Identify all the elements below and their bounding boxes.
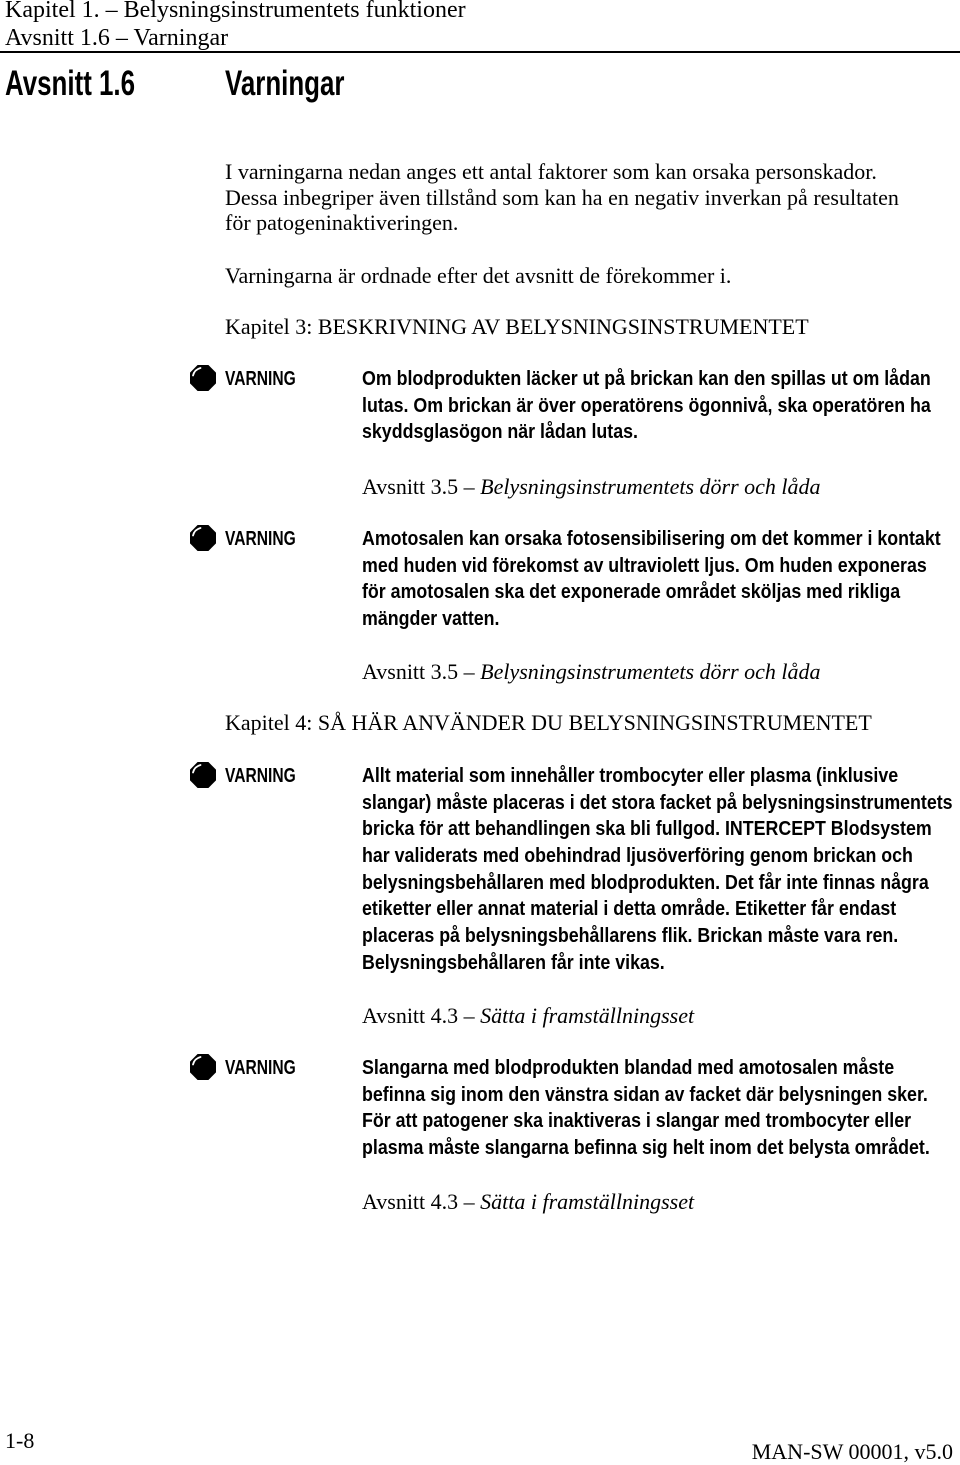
warning-text-line: befinna sig inom den vänstra sidan av facket där belysningen sker. bbox=[362, 1083, 928, 1106]
warning-text-line: belysningsbehållaren med blodprodukten. Det får inte finnas några bbox=[362, 871, 929, 894]
section-reference-number: Avsnitt 4.3 – bbox=[362, 1189, 475, 1214]
document-id: MAN-SW 00001, v5.0 bbox=[751, 1439, 953, 1464]
warning-text-line: Allt material som innehåller trombocyter eller plasma (inklusive bbox=[362, 765, 899, 787]
stop-octagon-icon bbox=[190, 525, 216, 551]
section-number bbox=[5, 66, 181, 101]
warning-text-line: mängder vatten. bbox=[362, 608, 500, 631]
running-header-section: Avsnitt 1.6 – Varningar bbox=[5, 25, 229, 51]
intro-line: för patogeninaktiveringen. bbox=[225, 210, 459, 235]
chapter-heading: Kapitel 4: SÅ HÄR ANVÄNDER DU BELYSNINGSINSTRUMENTET bbox=[225, 710, 872, 735]
warning-text-line: har validerats med obehindrad ljusöverföring genom brickan och bbox=[362, 845, 913, 868]
stop-octagon-icon bbox=[190, 762, 216, 788]
intro-paragraph bbox=[225, 159, 899, 236]
warning-label: VARNING bbox=[225, 528, 296, 550]
warning-text-line: Om blodprodukten läcker ut på brickan kan den spillas ut om lådan bbox=[362, 368, 931, 390]
header-rule bbox=[0, 51, 960, 53]
page-number: 1-8 bbox=[5, 1428, 35, 1453]
warning-label: VARNING bbox=[225, 1057, 296, 1079]
section-reference bbox=[362, 1003, 694, 1029]
warning-text-line: placeras på belysningsbehållarens flik. Brickan måste vara ren. bbox=[362, 925, 899, 948]
warning-text-line: plasma måste slangarna befinna sig helt inom det belysta området. bbox=[362, 1137, 930, 1160]
section-reference bbox=[362, 1189, 694, 1215]
warning-label: VARNING bbox=[225, 765, 296, 787]
warning-text bbox=[362, 1055, 958, 1162]
warning-text-line: för amotosalen ska det exponerade området sköljas med rikliga bbox=[362, 581, 901, 604]
warning-text-line: slangar) måste placeras i det stora facket på belysningsinstrumentets bbox=[362, 791, 953, 814]
section-reference-number: Avsnitt 4.3 – bbox=[362, 1003, 475, 1028]
warning-text bbox=[362, 366, 958, 446]
section-reference-title: Sätta i framställningsset bbox=[480, 1189, 695, 1214]
section-reference-number: Avsnitt 3.5 – bbox=[362, 659, 475, 684]
warning-text bbox=[362, 526, 958, 633]
warning-text-line: Slangarna med blodprodukten blandad med amotosalen måste bbox=[362, 1057, 895, 1079]
chapter-heading: Kapitel 3: BESKRIVNING AV BELYSNINGSINSTRUMENTET bbox=[225, 314, 809, 339]
warning-text-line: För att patogener ska inaktiveras i slangar med trombocyter eller bbox=[362, 1110, 912, 1133]
warning-text-line: Amotosalen kan orsaka fotosensibilisering om det kommer i kontakt bbox=[362, 528, 941, 550]
section-reference bbox=[362, 474, 821, 500]
warning-text-line: etiketter eller annat material i detta område. Etiketter får endast bbox=[362, 898, 897, 921]
section-reference-title: Belysningsinstrumentets dörr och låda bbox=[480, 659, 821, 684]
intro-line: Dessa inbegriper även tillstånd som kan ha en negativ inverkan på resultaten bbox=[225, 184, 899, 210]
warning-text-line: med huden vid förekomst av ultraviolett ljus. Om huden exponeras bbox=[362, 554, 927, 577]
section-title bbox=[225, 66, 386, 101]
section-reference-title: Sätta i framställningsset bbox=[480, 1003, 695, 1028]
warning-text-line: Belysningsbehållaren får inte vikas. bbox=[362, 951, 665, 974]
warning-text-line: lutas. Om brickan är över operatörens ögonnivå, ska operatören ha bbox=[362, 394, 931, 417]
running-header-chapter: Kapitel 1. – Belysningsinstrumentets funktioner bbox=[5, 0, 466, 23]
section-title-text: Varningar bbox=[225, 64, 345, 103]
warning-label: VARNING bbox=[225, 368, 296, 390]
intro-ordering-note: Varningarna är ordnade efter det avsnitt de förekommer i. bbox=[225, 263, 732, 288]
section-number-text: Avsnitt 1.6 bbox=[5, 64, 136, 103]
stop-octagon-icon bbox=[190, 1054, 216, 1080]
section-reference-number: Avsnitt 3.5 – bbox=[362, 474, 475, 499]
warning-text-line: skyddsglasögon när lådan lutas. bbox=[362, 421, 638, 444]
intro-line: I varningarna nedan anges ett antal faktorer som kan orsaka personskador. bbox=[225, 159, 877, 184]
warning-text bbox=[362, 763, 958, 977]
section-reference bbox=[362, 659, 821, 685]
section-reference-title: Belysningsinstrumentets dörr och låda bbox=[480, 474, 821, 499]
warning-text-line: bricka för att behandlingen ska bli fullgod. INTERCEPT Blodsystem bbox=[362, 818, 932, 841]
stop-octagon-icon bbox=[190, 365, 216, 391]
